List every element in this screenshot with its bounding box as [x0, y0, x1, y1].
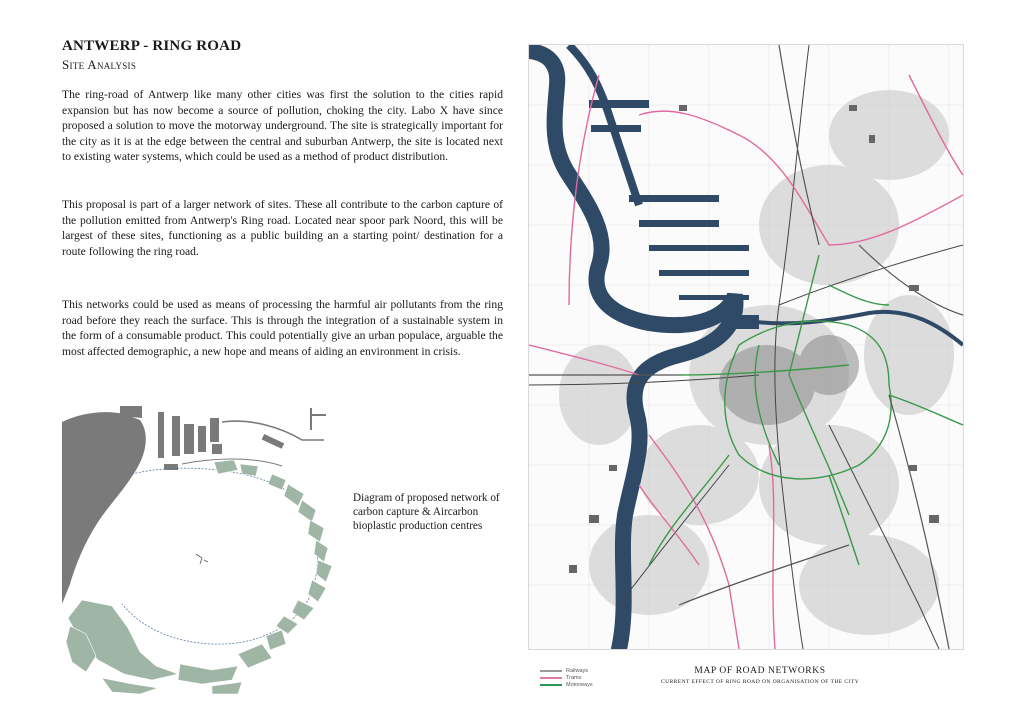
diagram-dock-block — [120, 406, 142, 418]
page-subtitle: Site Analysis — [62, 57, 137, 72]
legend-item-motorways — [540, 681, 650, 688]
legend-label-motorways: Motorways — [566, 681, 593, 688]
legend-label-railways: Railways — [566, 667, 589, 674]
map-legend — [540, 667, 650, 688]
diagram-river — [62, 412, 146, 604]
diagram-center-mark — [196, 554, 208, 564]
processing-paragraph: This networks could be used as means of processing the harmful air pollutants from the ring road before they reach the surface. This is through the integration of a sustainable system in the form of a consumable product. This could potentially give an urban populace, arguable the most affected demographic, a new hope and means of aiding an environment in crisis. — [62, 298, 503, 358]
motorways-swatch-icon — [540, 684, 562, 686]
map-subtitle: CURRENT EFFECT OF RING ROAD ON ORGANISATION OF THE CITY — [660, 679, 860, 685]
diagram-caption: Diagram of proposed network of carbon capture & Aircarbon bioplastic production centres — [353, 492, 500, 532]
intro-paragraph: The ring-road of Antwerp like many other cities was first the solution to the cities rapid expansion but has now become a source of pollution, choking the city. Labo X have since proposed a solution to move the motorway underground. The site is strategically important for the city as it is at the edge between the central and suburban Antwerp, the site is located next to existing water systems, which could be used as a method of product distribution. — [62, 88, 503, 164]
diagram-rail-line — [222, 421, 324, 440]
page-title: ANTWERP - RING ROAD — [62, 38, 242, 54]
railways-swatch-icon — [540, 670, 562, 672]
legend-item-railways — [540, 667, 650, 674]
carbon-capture-network-diagram — [62, 404, 342, 694]
map-title: MAP OF ROAD NETWORKS — [694, 666, 826, 676]
trams-swatch-icon — [540, 677, 562, 679]
legend-label-trams: Trams — [566, 674, 582, 681]
road-network-map — [528, 44, 964, 650]
legend-item-trams — [540, 674, 650, 681]
network-paragraph: This proposal is part of a larger network of sites. These all contribute to the carbon capture of the pollution emitted from Antwerp's Ring road. Located near spoor park Noord, this will be largest of these sites, functioning as a public building an a starting point/ destination for a route following the ring road. — [62, 198, 503, 258]
